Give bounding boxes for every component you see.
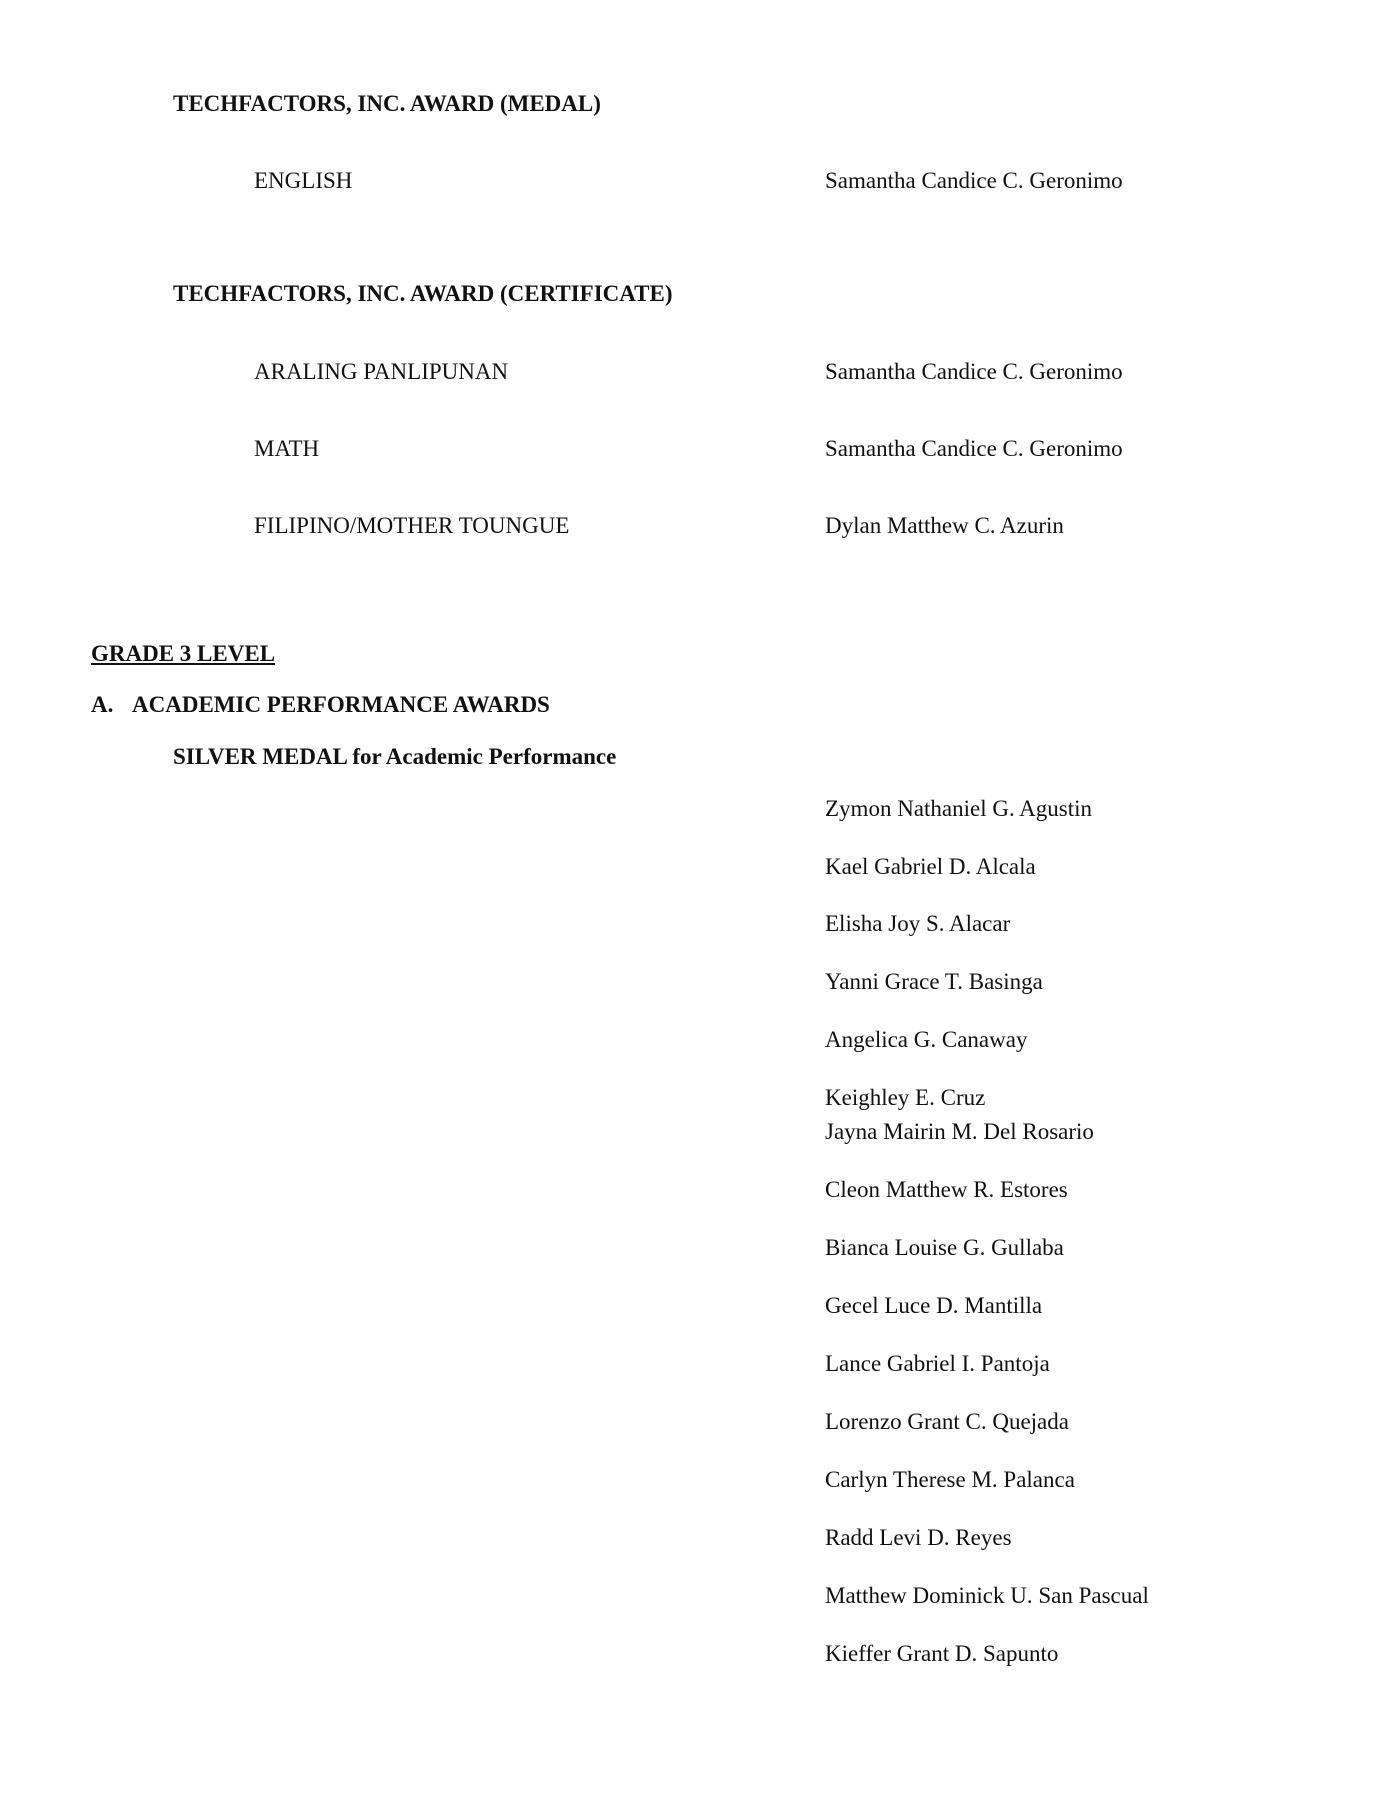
awardee-name: Matthew Dominick U. San Pascual	[825, 1583, 1149, 1608]
awardee-name: Samantha Candice C. Geronimo	[825, 359, 1123, 384]
subject-label: FILIPINO/MOTHER TOUNGUE	[254, 513, 570, 538]
awardee-name: Samantha Candice C. Geronimo	[825, 168, 1123, 193]
medal-award-heading: TECHFACTORS, INC. AWARD (MEDAL)	[173, 91, 601, 116]
subject-label: ARALING PANLIPUNAN	[254, 359, 509, 384]
awardee-name: Gecel Luce D. Mantilla	[825, 1293, 1043, 1318]
awardee-name: Carlyn Therese M. Palanca	[825, 1467, 1075, 1492]
awardee-name: Cleon Matthew R. Estores	[825, 1177, 1068, 1202]
awardee-name: Lorenzo Grant C. Quejada	[825, 1409, 1069, 1434]
section-marker: A.	[91, 692, 114, 717]
awardee-name: Jayna Mairin M. Del Rosario	[825, 1119, 1094, 1144]
awardee-name: Lance Gabriel I. Pantoja	[825, 1351, 1050, 1376]
awardee-name: Radd Levi D. Reyes	[825, 1525, 1012, 1550]
awardee-name: Kael Gabriel D. Alcala	[825, 854, 1036, 879]
subject-label: MATH	[254, 436, 320, 461]
subject-label: ENGLISH	[254, 168, 353, 193]
awardee-name: Samantha Candice C. Geronimo	[825, 436, 1123, 461]
grade-level-heading: GRADE 3 LEVEL	[91, 641, 276, 666]
awardee-name: Elisha Joy S. Alacar	[825, 911, 1011, 936]
awardee-name: Yanni Grace T. Basinga	[825, 969, 1043, 994]
certificate-award-heading: TECHFACTORS, INC. AWARD (CERTIFICATE)	[173, 281, 673, 306]
section-title: ACADEMIC PERFORMANCE AWARDS	[132, 692, 550, 717]
awardee-name: Bianca Louise G. Gullaba	[825, 1235, 1064, 1260]
awardee-name: Keighley E. Cruz	[825, 1085, 986, 1110]
awardee-name: Kieffer Grant D. Sapunto	[825, 1641, 1059, 1666]
award-title: SILVER MEDAL for Academic Performance	[173, 744, 617, 769]
awardee-name: Angelica G. Canaway	[825, 1027, 1028, 1052]
awardee-name: Zymon Nathaniel G. Agustin	[825, 796, 1093, 821]
awardee-name: Dylan Matthew C. Azurin	[825, 513, 1064, 538]
